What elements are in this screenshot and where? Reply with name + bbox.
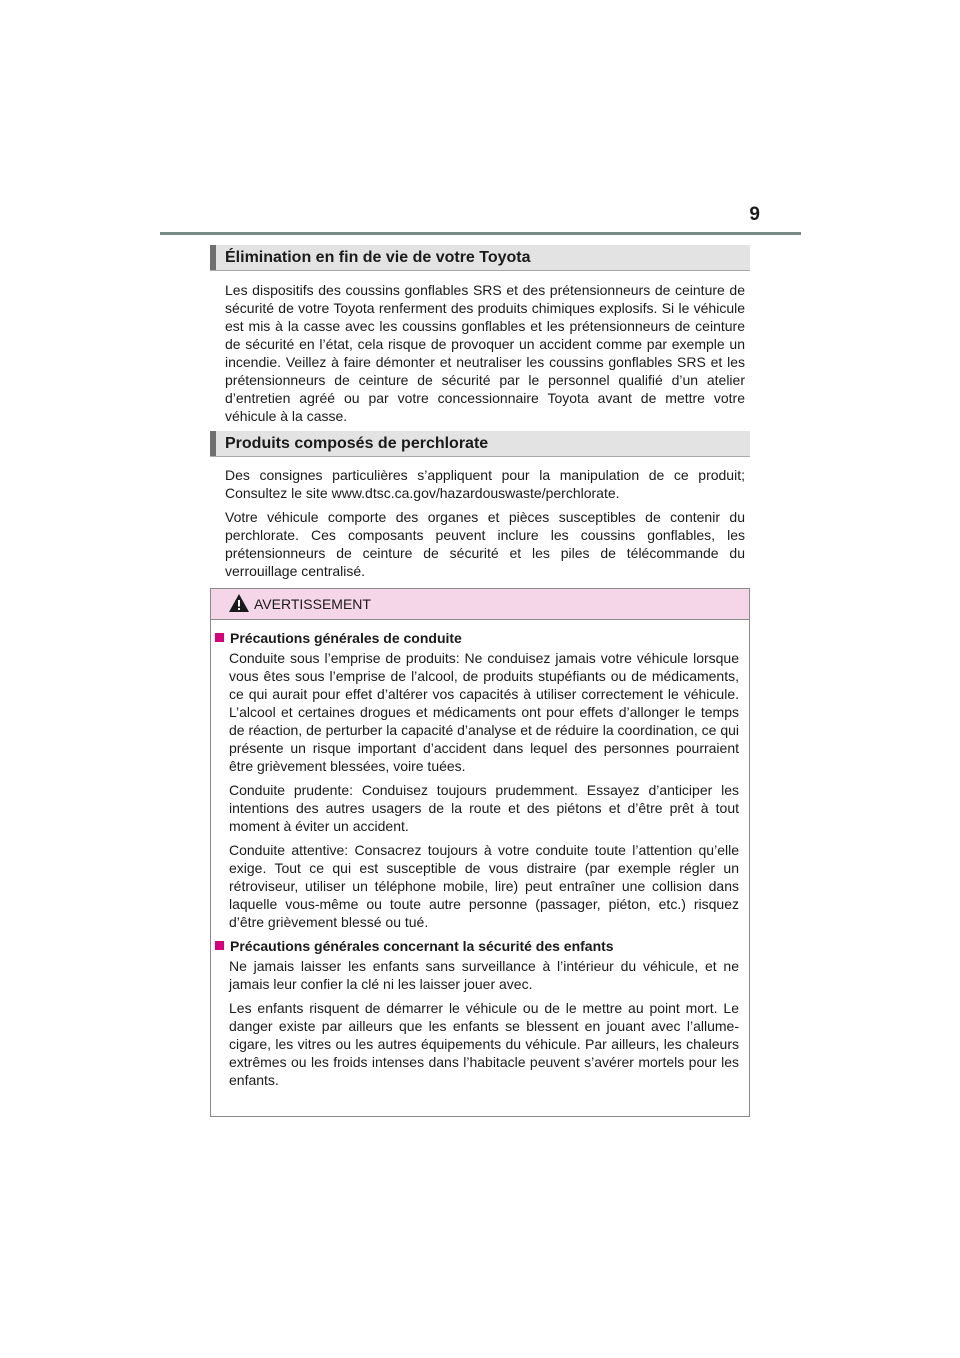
warning-box (210, 588, 750, 1117)
warning-paragraph: Conduite attentive: Consacrez toujours à votre conduite toute l’attention qu’elle exige. Tout ce qui est susceptible de vous distraire (par exemple régler un rétroviseur, utiliser un téléphone mobile, lire) peut entraîner une collision dans laquelle vous-même ou toute autre personne (passager, piéton, etc.) risquez d’être grièvement blessé ou tué. (229, 842, 739, 930)
warning-triangle-icon (228, 593, 250, 613)
warning-heading-text: Précautions générales de conduite (230, 630, 462, 646)
warning-heading-text: Précautions générales concernant la sécurité des enfants (230, 938, 614, 954)
section-header-elimination (210, 245, 750, 271)
warning-paragraph: Conduite sous l’emprise de produits: Ne conduisez jamais votre véhicule lorsque vous êtes sous l’emprise de l’alcool, de produits stupéfiants ou de médicaments, ce qui aurait pour effet d’altérer vos capacités à utiliser correctement le véhicule. L’alcool et certaines drogues et médicaments ont pour effets d’allonger le temps de réaction, de perturber la capacité d’analyse et de réduire la coordination, ce qui présente un risque important d’accident dans lequel des personnes pourraient être grièvement blessées, voire tuées. (229, 650, 739, 774)
section-title: Produits composés de perchlorate (225, 435, 489, 452)
square-bullet-icon (215, 633, 224, 642)
square-bullet-icon (215, 941, 224, 950)
warning-paragraph: Les enfants risquent de démarrer le véhicule ou de le mettre au point mort. Le danger existe par ailleurs que les enfants se blessent en jouant avec l’allume-cigare, les vitres ou les autres équipements du véhicule. Par ailleurs, les chaleurs extrêmes ou les froids intenses dans l’habitacle peuvent s’avérer mortels pour les enfants. (229, 1000, 739, 1088)
warning-header (211, 589, 749, 620)
warning-body (211, 629, 749, 1095)
top-rule (160, 232, 801, 235)
section-title: Élimination en fin de vie de votre Toyota (225, 249, 531, 266)
section-body-elimination (225, 281, 745, 431)
warning-paragraph: Ne jamais laisser les enfants sans surveillance à l’intérieur du véhicule, et ne jamais leur confier la clé ni les laisser jouer avec. (229, 958, 739, 992)
section-body-perchlorate (225, 466, 745, 586)
paragraph: Votre véhicule comporte des organes et pièces susceptibles de contenir du perchlorate. Ces composants peuvent inclure les coussins gonflables, les prétensionneurs de ceinture de sécurité et les piles de télécommande du verrouillage centralisé. (225, 509, 745, 579)
warning-paragraph: Conduite prudente: Conduisez toujours prudemment. Essayez d’anticiper les intentions des autres usagers de la route et des piétons et d’être prêt à tout moment à éviter un accident. (229, 782, 739, 834)
warning-label: AVERTISSEMENT (254, 596, 371, 612)
warning-group-heading (215, 629, 739, 647)
section-header-bar (210, 431, 216, 456)
warning-group-heading (215, 937, 739, 955)
paragraph: Des consignes particulières s’appliquent pour la manipulation de ce produit; Consultez le site www.dtsc.ca.gov/hazardouswaste/perchlorate. (225, 467, 745, 501)
page-number: 9 (749, 204, 760, 225)
section-header-perchlorate (210, 431, 750, 457)
section-header-bar (210, 245, 216, 270)
paragraph: Les dispositifs des coussins gonflables SRS et des prétensionneurs de ceinture de sécurité de votre Toyota renferment des produits chimiques explosifs. Si le véhicule est mis à la casse avec les coussins gonflables et les prétensionneurs de ceinture de sécurité en l’état, cela risque de provoquer un accident comme par exemple un incendie. Veillez à faire démonter et neutraliser les coussins gonflables SRS et les prétensionneurs de ceinture de sécurité par le personnel qualifié d’un atelier d’entretien agréé ou par votre concessionnaire Toyota avant de mettre votre véhicule à la casse. (225, 282, 745, 424)
